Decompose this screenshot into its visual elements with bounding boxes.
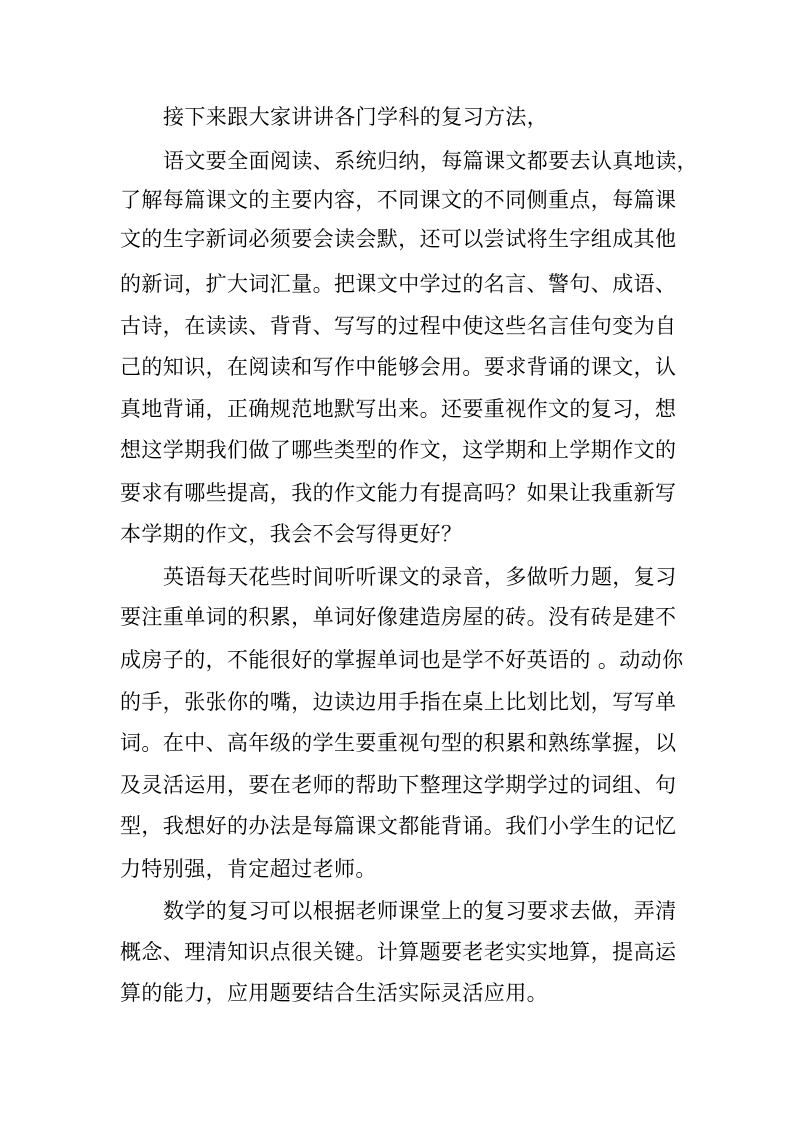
paragraph-english-line: 要注重单词的积累，单词好像建造房屋的砖。没有砖是建不	[120, 605, 677, 629]
paragraph-math-line: 概念、理清知识点很关键。计算题要老老实实地算，提高运	[120, 940, 677, 964]
paragraph-chinese-line: 的新词，扩大词汇量。把课文中学过的名言、警句、成语、	[120, 272, 677, 296]
paragraph-chinese-line: 语文要全面阅读、系统归纳，每篇课文都要去认真地读，	[163, 149, 698, 173]
paragraph-intro-line: 接下来跟大家讲讲各门学科的复习方法，	[163, 105, 549, 129]
paragraph-english-line: 力特别强，肯定超过老师。	[120, 857, 377, 881]
paragraph-chinese-line: 古诗，在读读、背背、写写的过程中使这些名言佳句变为自	[120, 314, 677, 338]
paragraph-english-line: 词。在中、高年级的学生要重视句型的积累和熟练掌握，以	[120, 731, 677, 755]
paragraph-english-line: 型，我想好的办法是每篇课文都能背诵。我们小学生的记忆	[120, 814, 677, 838]
paragraph-chinese-line: 己的知识，在阅读和写作中能够会用。要求背诵的课文，认	[120, 355, 677, 379]
paragraph-chinese-line: 文的生字新词必须要会读会默，还可以尝试将生字组成其他	[120, 227, 677, 251]
paragraph-math-line: 算的能力，应用题要结合生活实际灵活应用。	[120, 981, 548, 1005]
paragraph-english-line: 成房子的，不能很好的掌握单词也是学不好英语的 。动动你	[120, 648, 684, 672]
paragraph-chinese-line: 了解每篇课文的主要内容，不同课文的不同侧重点，每篇课	[120, 188, 677, 212]
paragraph-english-line: 及灵活运用，要在老师的帮助下整理这学期学过的词组、句	[120, 773, 677, 797]
paragraph-chinese-line: 想这学期我们做了哪些类型的作文，这学期和上学期作文的	[120, 438, 677, 462]
paragraph-english-line: 的手，张张你的嘴，边读边用手指在桌上比划比划，写写单	[120, 690, 677, 714]
paragraph-math-line: 数学的复习可以根据老师课堂上的复习要求去做，弄清	[163, 899, 677, 923]
paragraph-chinese-line: 本学期的作文，我会不会写得更好？	[120, 522, 463, 546]
paragraph-chinese-line: 要求有哪些提高，我的作文能力有提高吗？如果让我重新写	[120, 481, 677, 505]
paragraph-chinese-line: 真地背诵，正确规范地默写出来。还要重视作文的复习，想	[120, 397, 677, 421]
paragraph-english-line: 英语每天花些时间听听课文的录音，多做听力题，复习	[163, 565, 677, 589]
